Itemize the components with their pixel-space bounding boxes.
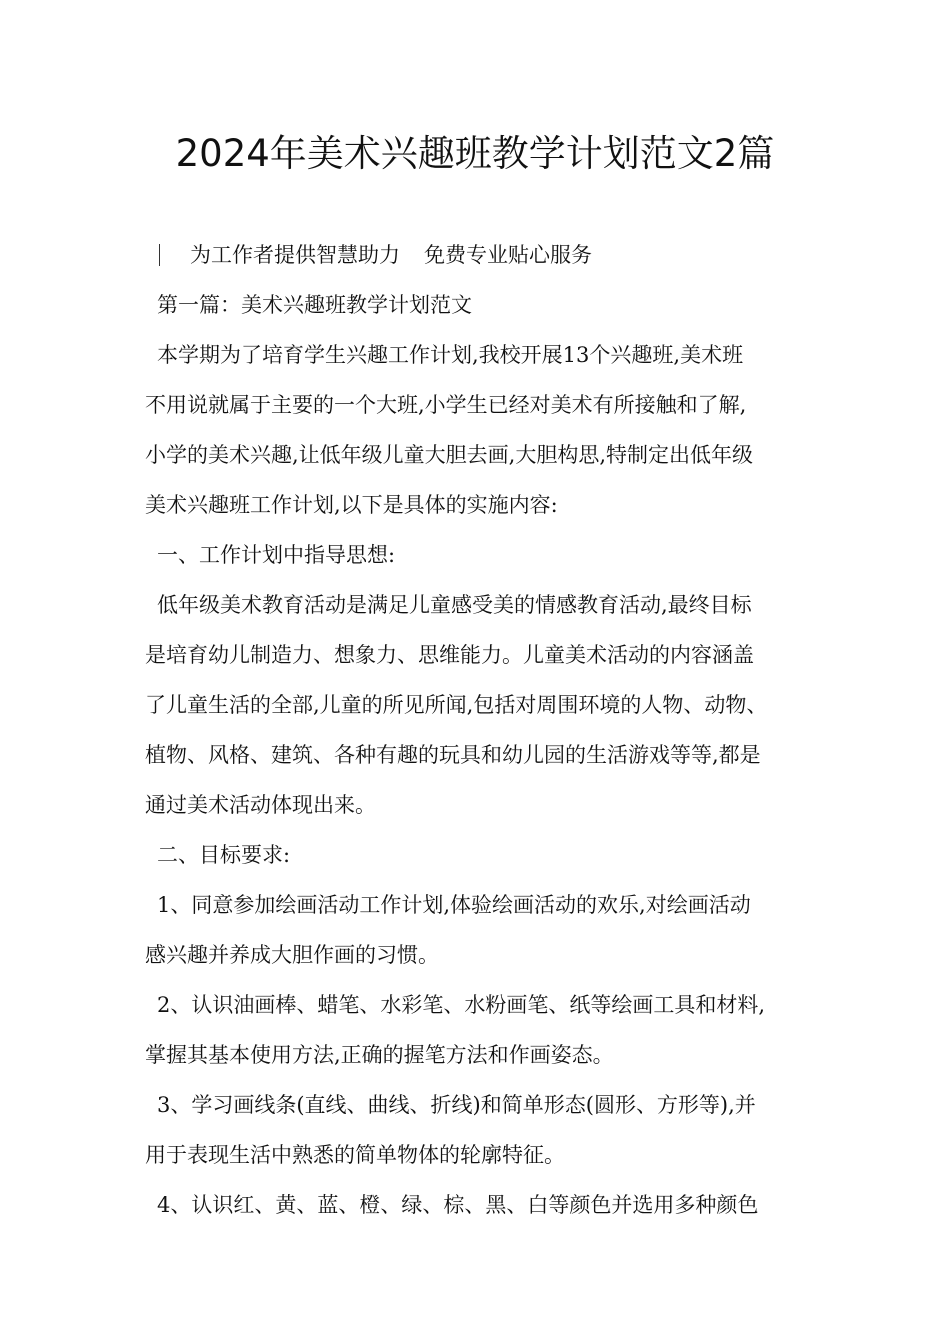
paragraph-line: 植物、风格、建筑、各种有趣的玩具和幼儿园的生活游戏等等,都是 xyxy=(145,743,761,767)
document-title: 2024年美术兴趣班教学计划范文2篇 xyxy=(175,132,775,175)
document-body xyxy=(145,230,835,1230)
paragraph-line: 美术兴趣班工作计划,以下是具体的实施内容: xyxy=(145,493,558,517)
vertical-bar-icon xyxy=(159,244,160,266)
paragraph-line: 小学的美术兴趣,让低年级儿童大胆去画,大胆构思,特制定出低年级 xyxy=(145,443,754,467)
slogan-line xyxy=(145,230,835,280)
paragraph-line: 不用说就属于主要的一个大班,小学生已经对美术有所接触和了解, xyxy=(145,393,747,417)
list-item-line: 3、学习画线条(直线、曲线、折线)和简单形态(圆形、方形等),并 xyxy=(157,1093,756,1117)
slogan-part-1: 为工作者提供智慧助力 xyxy=(190,243,400,267)
list-item-line: 4、认识红、黄、蓝、橙、绿、棕、黑、白等颜色并选用多种颜色 xyxy=(157,1193,759,1217)
section-heading-goals: 二、目标要求: xyxy=(157,843,291,867)
paragraph-line: 低年级美术教育活动是满足儿童感受美的情感教育活动,最终目标 xyxy=(157,593,752,617)
list-item-line: 感兴趣并养成大胆作画的习惯。 xyxy=(145,943,439,967)
list-item-line: 掌握其基本使用方法,正确的握笔方法和作画姿态。 xyxy=(145,1043,614,1067)
section-heading-guiding-ideology: 一、工作计划中指导思想: xyxy=(157,543,396,567)
list-item-line: 2、认识油画棒、蜡笔、水彩笔、水粉画笔、纸等绘画工具和材料, xyxy=(157,993,766,1017)
slogan-part-2: 免费专业贴心服务 xyxy=(424,243,592,267)
paragraph-line: 了儿童生活的全部,儿童的所见所闻,包括对周围环境的人物、动物、 xyxy=(145,693,768,717)
list-item-line: 1、同意参加绘画活动工作计划,体验绘画活动的欢乐,对绘画活动 xyxy=(157,893,751,917)
paragraph-line: 通过美术活动体现出来。 xyxy=(145,793,376,817)
list-item-line: 用于表现生活中熟悉的简单物体的轮廓特征。 xyxy=(145,1143,565,1167)
paragraph-line: 本学期为了培育学生兴趣工作计划,我校开展13个兴趣班,美术班 xyxy=(157,343,744,367)
paragraph-line: 是培育幼儿制造力、想象力、思维能力。儿童美术活动的内容涵盖 xyxy=(145,643,754,667)
section-heading-part-one: 第一篇：美术兴趣班教学计划范文 xyxy=(157,293,472,317)
